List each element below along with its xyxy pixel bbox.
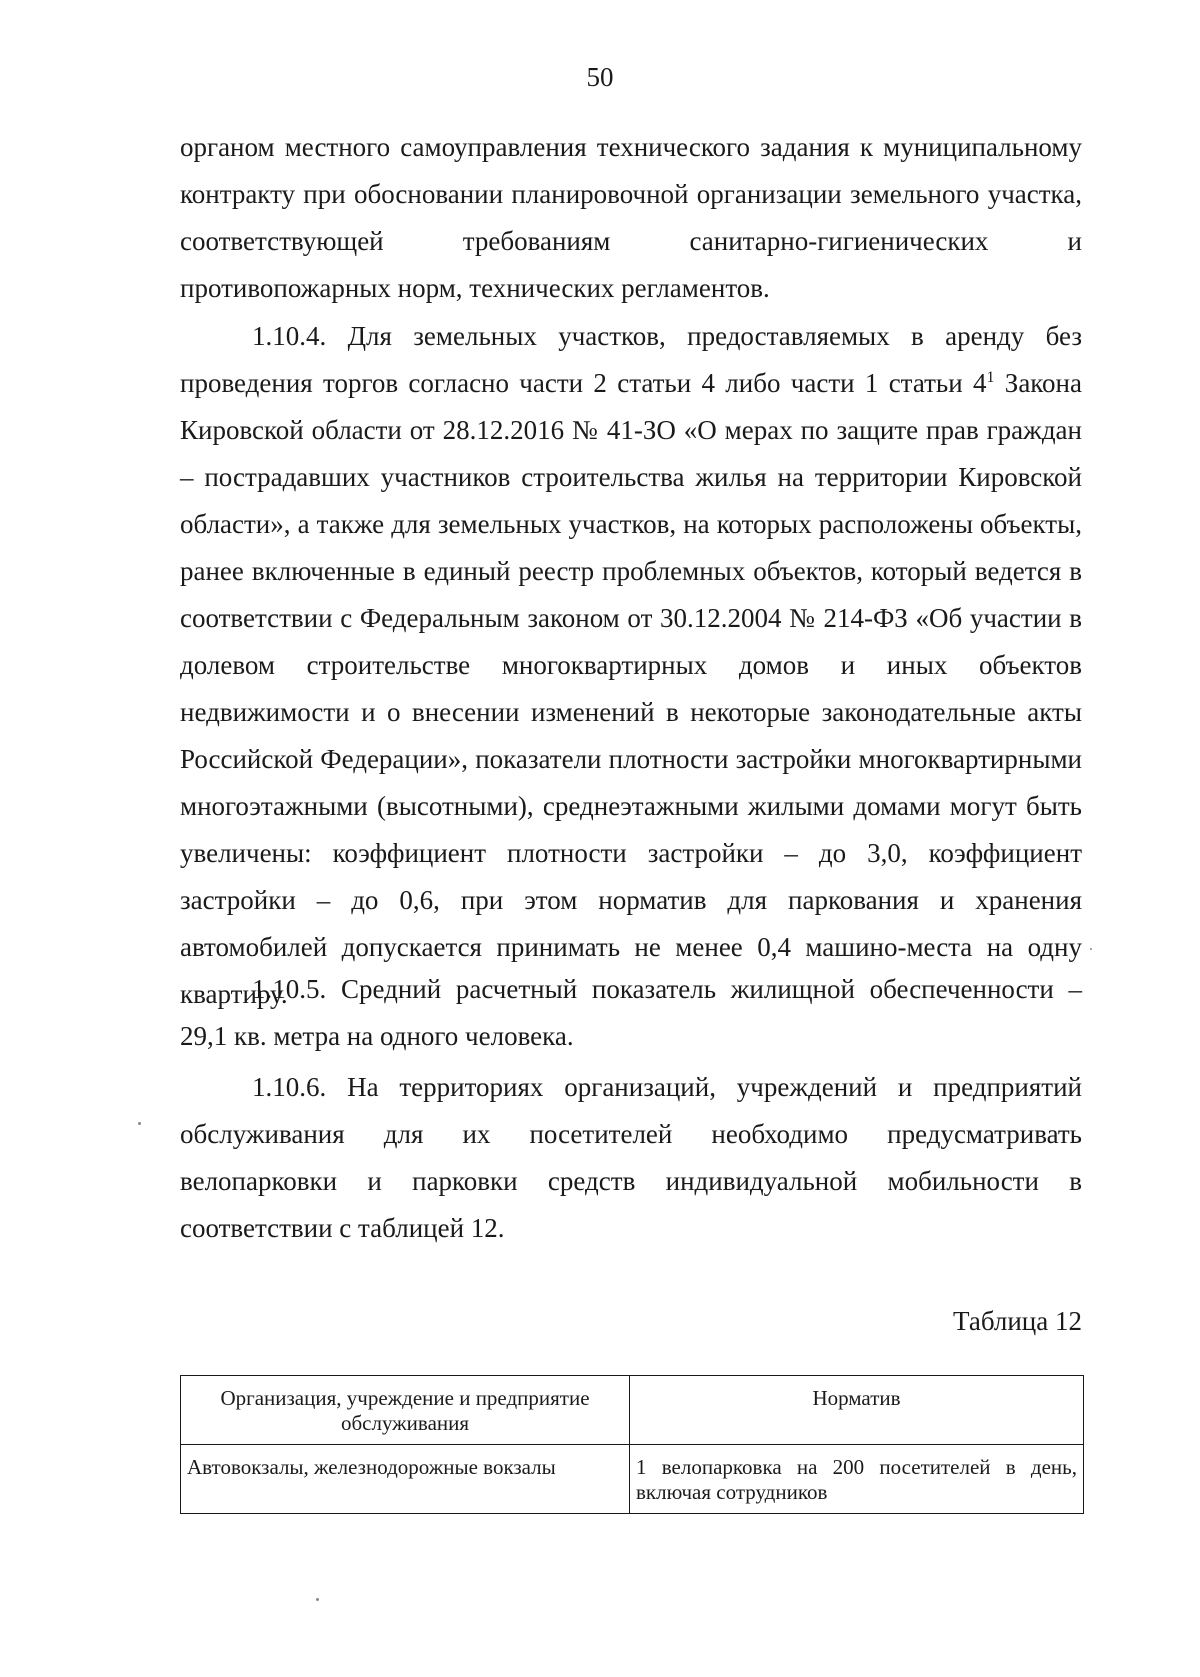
table-cell-norm: 1 велопарковка на 200 посетителей в день, включая сотрудников xyxy=(630,1445,1084,1514)
page-number: 50 xyxy=(586,62,614,92)
table-row xyxy=(181,1445,1084,1514)
paragraph-1-10-4-text-a: 1.10.4. Для земельных участков, предоставляемых в аренду без проведения торгов согласно части 2 статьи 4 либо части 1 статьи 4 xyxy=(180,321,1082,398)
scan-speck xyxy=(138,1122,141,1125)
paragraph-1-10-5 xyxy=(180,966,1082,1060)
table-header-norm: Норматив xyxy=(630,1376,1084,1445)
paragraph-continuation-lines-1-3: органом местного самоуправления технического задания к муниципальному контракту при обосновании планировочной организации земельного участка, соответствующей требованиям санитарно-гигиенических и xyxy=(180,132,1082,256)
table-header-organization: Организация, учреждение и предприятие обслуживания xyxy=(181,1376,630,1445)
paragraph-1-10-4 xyxy=(180,313,1082,1018)
paragraph-continuation-line-4: противопожарных норм, технических регламентов. xyxy=(180,273,770,303)
table-cell-organization: Автовокзалы, железнодорожные вокзалы xyxy=(181,1445,630,1514)
scan-speck xyxy=(1090,948,1092,950)
table-caption: Таблица 12 xyxy=(953,1306,1082,1336)
paragraph-1-10-5-text: 1.10.5. Средний расчетный показатель жилищной обеспеченности – 29,1 кв. метра на одного человека. xyxy=(180,974,1082,1051)
paragraph-1-10-6-text: 1.10.6. На территориях организаций, учреждений и предприятий обслуживания для их посетителей необходимо предусматривать велопарковки и парковки средств индивидуальной мобильности в соответствии с таблицей 12. xyxy=(180,1072,1082,1243)
superscript-1: 1 xyxy=(986,369,995,386)
norms-table xyxy=(180,1375,1084,1514)
paragraph-1-10-6 xyxy=(180,1064,1082,1252)
table-header-row xyxy=(181,1376,1084,1445)
paragraph-continuation xyxy=(180,124,1082,312)
paragraph-1-10-4-text-b: Закона Кировской области от 28.12.2016 № 41-ЗО «О мерах по защите прав граждан – пострадавших участников строительства жилья на территории Кировской области», а также для земельных участков, на которых расположены объекты, ранее включенные в единый реестр проблемных объектов, который ведется в соответствии с Федеральным законом от 30.12.2004 № 214-ФЗ «Об участии в долевом строительстве многоквартирных домов и иных объектов недвижимости и о внесении изменений в некоторые законодательные акты Российской Федерации», показатели плотности застройки многоквартирными многоэтажными (высотными), среднеэтажными жилыми домами могут быть увеличены: коэффициент плотности застройки – до 3,0, коэффициент застройки – до 0,6, при этом норматив для паркования и хранения автомобилей допускается принимать не менее 0,4 машино-места на одну квартиру. xyxy=(180,368,1082,1009)
scan-speck xyxy=(316,1598,319,1601)
